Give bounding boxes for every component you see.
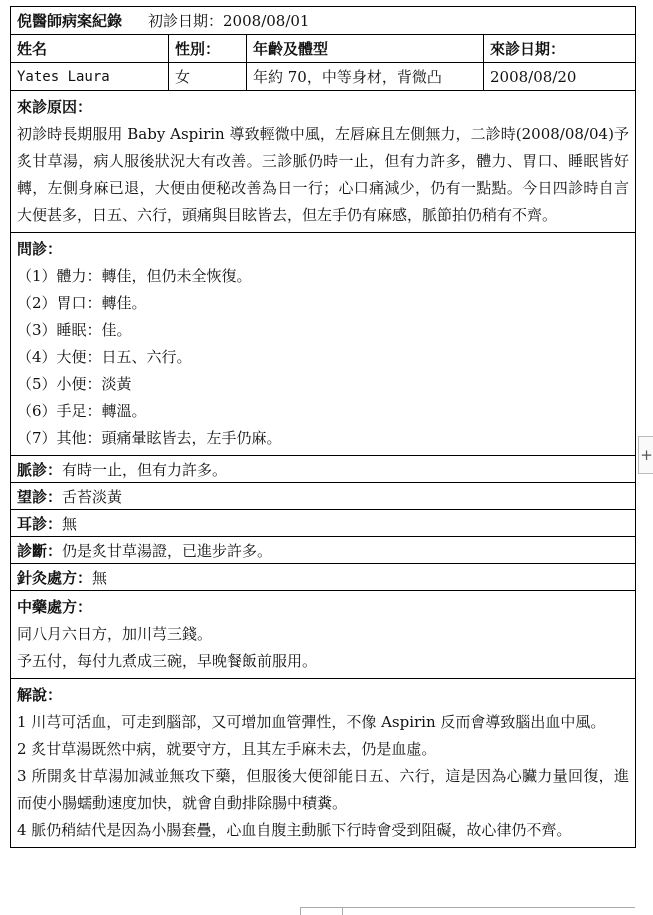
- inquiry-item: （1）體力：轉佳，但仍未全恢復。: [17, 267, 252, 285]
- diagnosis-text: 仍是炙甘草湯證，已進步許多。: [62, 541, 273, 560]
- inspection-text: 舌苔淡黃: [62, 487, 123, 506]
- inquiry-label: 問診：: [17, 240, 63, 258]
- pulse-text: 有時一止，但有力許多。: [62, 460, 228, 479]
- acupuncture-label: 針灸處方：: [17, 568, 93, 587]
- pulse-row: [11, 455, 635, 482]
- herbal-line: 予五付，每付九煮成三碗，早晚餐飯前服用。: [17, 652, 318, 670]
- title-row: [11, 7, 635, 34]
- sheet-tab-strip: [300, 907, 640, 914]
- reason-text: 初診時長期服用 Baby Aspirin 導致輕微中風，左唇麻且左側無力，二診時(2008/08/04)予炙甘草湯，病人服後狀況大有改善。三診脈仍時一止，但有力許多，體力、胃口、睡眠皆好轉，左側身麻已退，大便由便秘改善為日一行；心口痛減少，仍有一點點。今日四診時自言大便甚多，日五、六行，頭痛與目眩皆去，但左手仍有麻感，脈節拍仍稍有不齊。: [17, 125, 629, 224]
- acupuncture-text: 無: [92, 568, 108, 587]
- patient-gender: 女: [168, 63, 246, 90]
- inquiry-item: （5）小便：淡黃: [17, 375, 132, 393]
- explanation-item: 2 炙甘草湯既然中病，就要守方，且其左手麻未去，仍是血虛。: [17, 740, 437, 758]
- explanation-section: [11, 678, 635, 847]
- inquiry-item: （3）睡眠：佳。: [17, 321, 132, 339]
- first-visit-date: 初診日期：2008/08/01: [148, 12, 310, 30]
- patient-age-build: 年約 70，中等身材，背微凸: [246, 63, 483, 90]
- record-title: 倪醫師病案紀錄: [17, 12, 123, 30]
- reason-section: [11, 90, 635, 232]
- inquiry-item: （6）手足：轉溫。: [17, 402, 147, 420]
- visit-date: 2008/08/20: [483, 63, 635, 90]
- ear-text: 無: [62, 514, 78, 533]
- inquiry-item: （7）其他：頭痛暈眩皆去，左手仍麻。: [17, 429, 282, 447]
- acupuncture-row: [11, 563, 635, 590]
- ear-label: 耳診：: [17, 514, 63, 533]
- case-record-table: [10, 6, 636, 848]
- explanation-label: 解說：: [17, 686, 63, 704]
- inspection-row: [11, 482, 635, 509]
- info-value-row: [11, 62, 635, 90]
- ear-row: [11, 509, 635, 536]
- plus-icon: +: [640, 446, 653, 464]
- explanation-item: 4 脈仍稍結代是因為小腸套疊，心血自腹主動脈下行時會受到阻礙，故心律仍不齊。: [17, 821, 572, 839]
- patient-name: Yates Laura: [17, 68, 110, 85]
- explanation-item: 3 所開炙甘草湯加減並無攻下藥，但服後大便卻能日五、六行，這是因為心臟力量回復，進而使小腸蠕動速度加快，就會自動排除腸中積糞。: [17, 767, 629, 812]
- name-header: 姓名: [17, 40, 48, 58]
- info-header-row: [11, 34, 635, 62]
- gender-header: 性別：: [168, 35, 246, 62]
- inquiry-section: [11, 232, 635, 455]
- explanation-item: 1 川芎可活血，可走到腦部，又可增加血管彈性，不像 Aspirin 反而會導致腦出血中風。: [17, 713, 606, 731]
- add-column-button[interactable]: [638, 436, 653, 474]
- herbal-line: 同八月六日方，加川芎三錢。: [17, 625, 213, 643]
- reason-label: 來診原因：: [17, 98, 93, 116]
- diagnosis-row: [11, 536, 635, 563]
- herbal-label: 中藥處方：: [17, 598, 93, 616]
- diagnosis-label: 診斷：: [17, 541, 63, 560]
- visit-date-header: 來診日期：: [483, 35, 635, 62]
- inquiry-item: （4）大便：日五、六行。: [17, 348, 192, 366]
- pulse-label: 脈診：: [17, 460, 63, 479]
- inquiry-item: （2）胃口：轉佳。: [17, 294, 147, 312]
- age-build-header: 年齡及體型: [246, 35, 483, 62]
- herbal-section: [11, 590, 635, 678]
- inspection-label: 望診：: [17, 487, 63, 506]
